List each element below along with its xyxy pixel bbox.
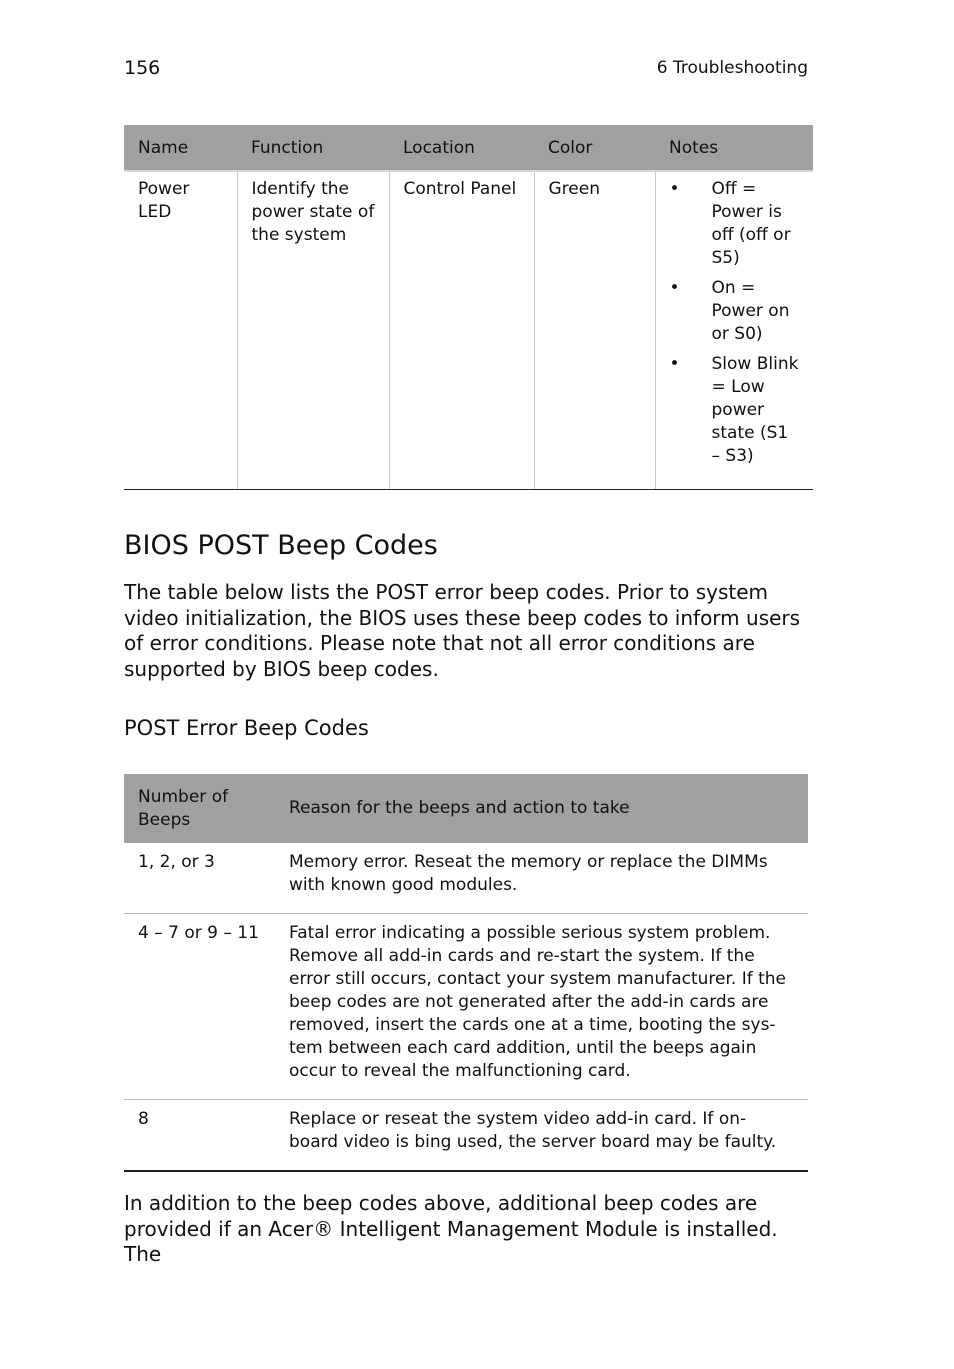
led-header-notes: Notes — [655, 125, 813, 171]
closing-paragraph: In addition to the beep codes above, additional beep codes are provided if an Acer® Intelligent Management Module is installed. The — [124, 1191, 778, 1266]
list-item: • On = Power on or S0) — [670, 277, 800, 346]
subsection-title: POST Error Beep Codes — [124, 716, 369, 740]
led-color-cell: Green — [534, 171, 655, 490]
table-row — [124, 843, 808, 914]
led-header-color: Color — [534, 125, 655, 171]
beep-count-cell: 4 – 7 or 9 – 11 — [124, 914, 275, 1100]
led-table-header-row — [124, 125, 813, 171]
led-table — [124, 125, 813, 490]
led-name-cell: Power LED — [124, 171, 237, 490]
led-notes-cell — [655, 171, 813, 490]
section-title: BIOS POST Beep Codes — [124, 530, 438, 561]
led-function-cell: Identify the power state of the system — [237, 171, 389, 490]
beep-codes-table — [124, 774, 808, 1172]
beep-count-cell: 1, 2, or 3 — [124, 843, 275, 914]
beep-reason-cell: Replace or reseat the system video add-in card. If on-board video is bing used, the server board may be faulty. — [275, 1100, 808, 1172]
beep-reason-cell: Memory error. Reseat the memory or replace the DIMMs with known good modules. — [275, 843, 808, 914]
page-number: 156 — [124, 57, 161, 79]
led-header-location: Location — [389, 125, 534, 171]
beep-reason-cell: Fatal error indicating a possible serious system problem. Remove all add-in cards and re-start the system. If the error still occurs, contact your system manufacturer. If the beep codes are not generated after the add-in cards are removed, insert the cards one at a time, booting the sys-tem between each card addition, until the beeps again occur to reveal the malfunctioning card. — [275, 914, 808, 1100]
beep-header-number: Number of Beeps — [124, 774, 275, 843]
led-location-cell: Control Panel — [389, 171, 534, 490]
intro-paragraph: The table below lists the POST error beep codes. Prior to system video initialization, the BIOS uses these beep codes to inform users of error conditions. Please note that not all error conditions are supported by BIOS beep codes. — [124, 580, 801, 681]
beep-table-header-row — [124, 774, 808, 843]
running-header: 6 Troubleshooting — [656, 58, 808, 78]
led-header-name: Name — [124, 125, 237, 171]
table-row — [124, 1100, 808, 1172]
list-item: • Off = Power is off (off or S5) — [670, 178, 800, 270]
list-item: • Slow Blink = Low power state (S1 – S3) — [670, 353, 800, 468]
table-row — [124, 914, 808, 1100]
beep-count-cell: 8 — [124, 1100, 275, 1172]
led-header-function: Function — [237, 125, 389, 171]
notes-list — [670, 178, 800, 468]
beep-header-reason: Reason for the beeps and action to take — [275, 774, 808, 843]
table-row — [124, 171, 813, 490]
